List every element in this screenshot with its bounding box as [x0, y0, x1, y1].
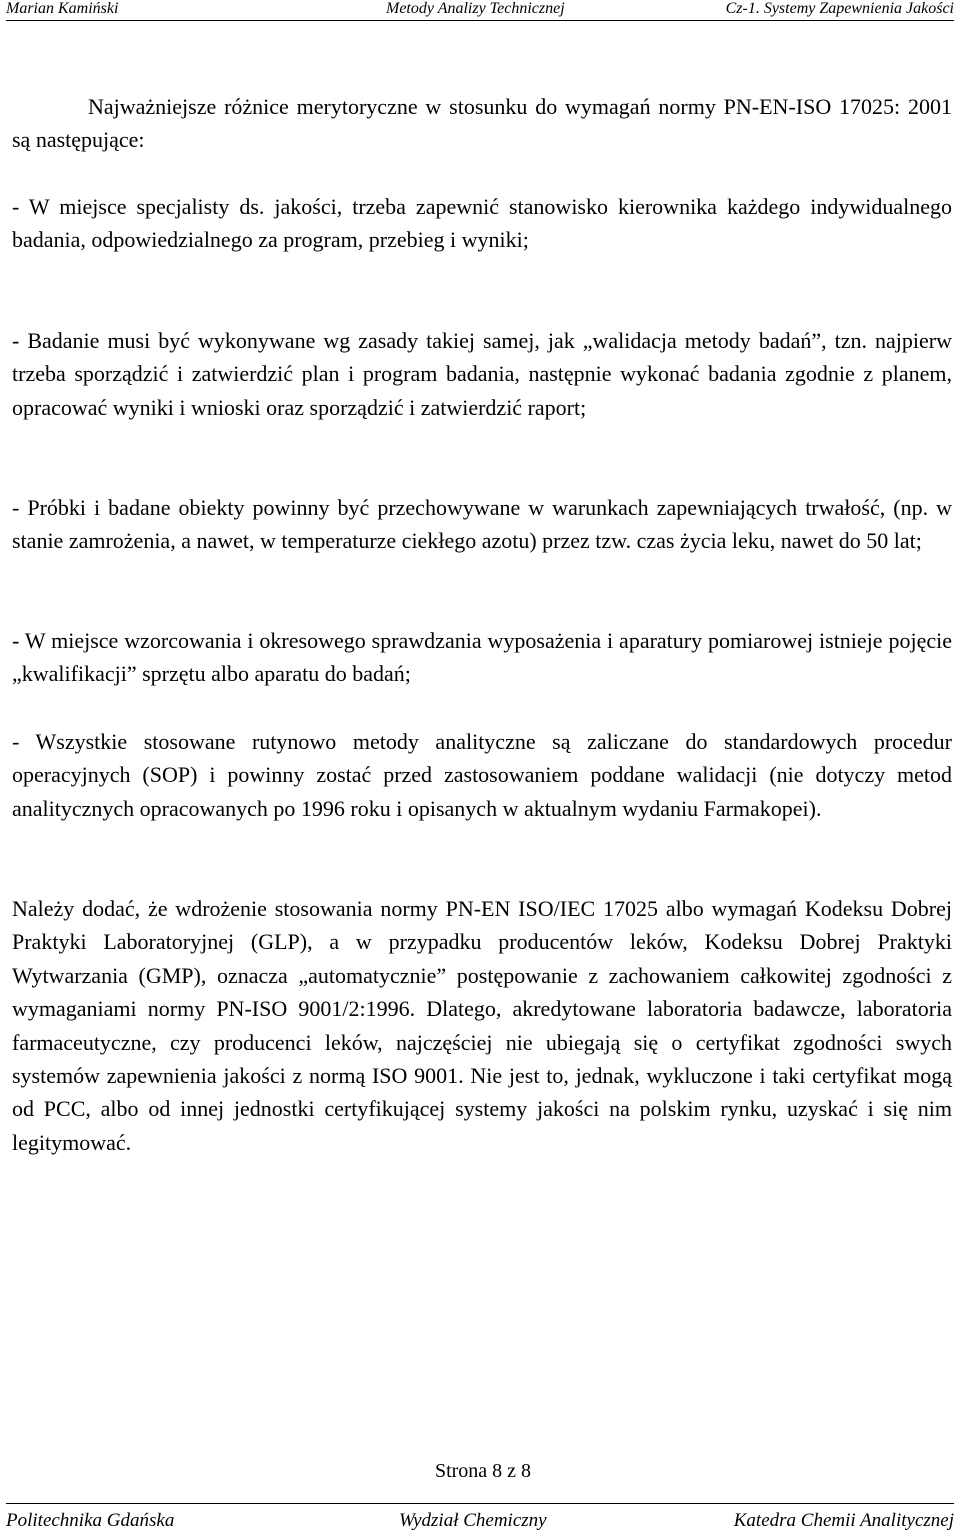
page-footer — [6, 1503, 954, 1535]
bullet-paragraph: - W miejsce specjalisty ds. jakości, trzeba zapewnić stanowisko kierownika każdego indywidualnego badania, odpowiedzialnego za program, przebieg i wyniki; — [12, 194, 952, 253]
final-paragraph: Należy dodać, że wdrożenie stosowania normy PN-EN ISO/IEC 17025 albo wymagań Kodeksu Dobrej Praktyki Laboratoryjnej (GLP), a w przypadku producentów leków, Kodeksu Dobrej Praktyki Wytwarzania (GMP), oznacza „automatycznie” postępowanie z zachowaniem całkowitej zgodności z wymaganiami normy PN-ISO 9001/2:1996. Dlatego, akredytowane laboratoria badawcze, laboratoria farmaceutyczne, czy producenci leków, najczęściej nie ubiegają się o certyfikat zgodności swych systemów zapewnienia jakości z normą ISO 9001. Nie jest to, jednak, wykluczone i taki certyfikat mogą od PCC, albo od innej jednostki certyfikującej systemy jakości na polskim rynku, uzyskać i się nim legitymować. — [12, 896, 952, 1155]
bullet-paragraph: - W miejsce wzorcowania i okresowego sprawdzania wyposażenia i aparatury pomiarowej istnieje pojęcie „kwalifikacji” sprzętu albo aparatu do badań; — [12, 628, 952, 687]
bullet-paragraph: - Wszystkie stosowane rutynowo metody analityczne są zaliczane do standardowych procedur operacyjnych (SOP) i powinny zostać przed zastosowaniem poddane walidacji (nie dotyczy metod analitycznych opracowanych po 1996 roku i opisanych w aktualnym wydaniu Farmakopei). — [12, 729, 952, 821]
footer-faculty: Wydział Chemiczny — [399, 1510, 547, 1531]
header-course: Metody Analizy Technicznej — [386, 0, 565, 17]
header-author: Marian Kamiński — [6, 0, 119, 17]
bullet-paragraph: - Badanie musi być wykonywane wg zasady takiej samej, jak „walidacja metody badań”, tzn. najpierw trzeba sporządzić i zatwierdzić plan i program badania, następnie wykonać badania zgodnie z planem, opracować wyniki i wnioski oraz sporządzić i zatwierdzić raport; — [12, 328, 952, 420]
page-header — [6, 0, 954, 21]
header-chapter: Cz-1. Systemy Zapewnienia Jakości — [725, 0, 954, 17]
page-number: Strona 8 z 8 — [434, 1460, 532, 1482]
footer-department: Katedra Chemii Analitycznej — [733, 1510, 954, 1531]
intro-paragraph: Najważniejsze różnice merytoryczne w stosunku do wymagań normy PN-EN-ISO 17025: 2001 są następujące: — [12, 94, 952, 153]
footer-university: Politechnika Gdańska — [6, 1510, 175, 1531]
bullet-paragraph: - Próbki i badane obiekty powinny być przechowywane w warunkach zapewniających trwałość, (np. w stanie zamrożenia, a nawet, w temperaturze ciekłego azotu) przez tzw. czas życia leku, nawet do 50 lat; — [12, 495, 952, 554]
